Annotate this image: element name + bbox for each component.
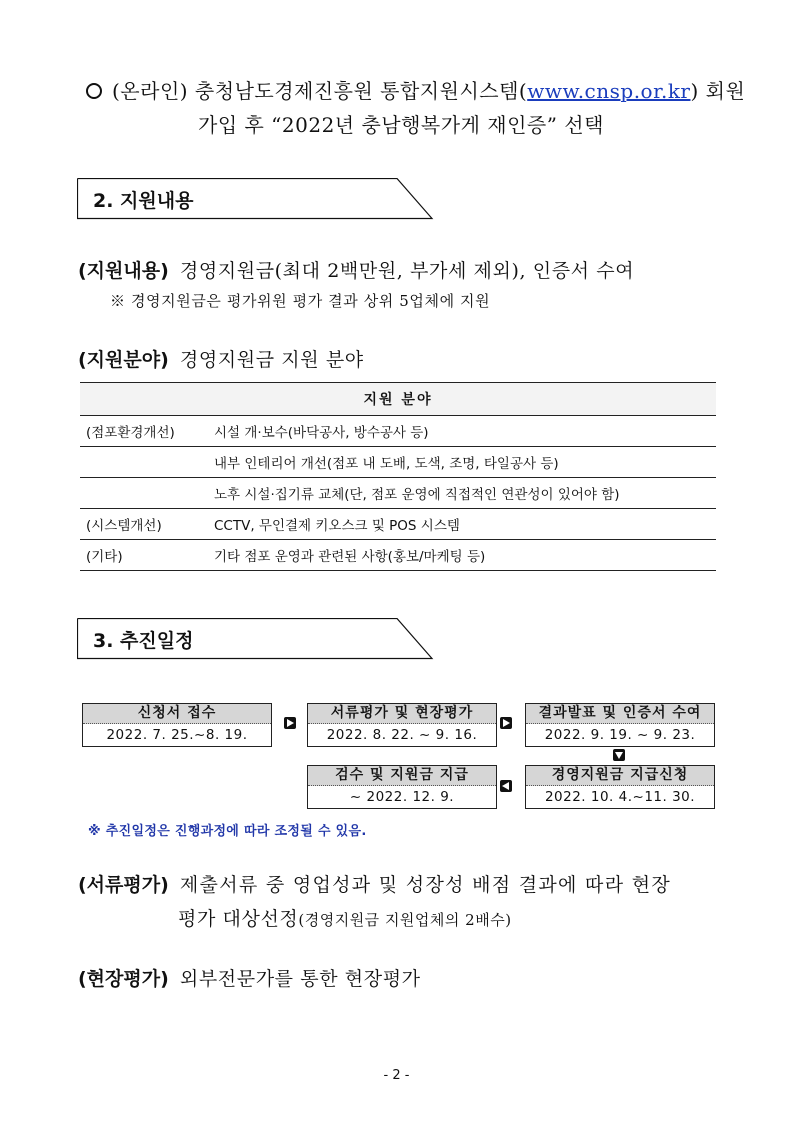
table-cell-item: 내부 인테리어 개선(점포 내 도배, 도색, 조명, 타일공사 등) <box>210 447 716 478</box>
schedule-note: ※ 추진일정은 진행과정에 따라 조정될 수 있음. <box>88 824 367 839</box>
section-header-3 <box>77 618 437 660</box>
site-eval-text: 외부전문가를 통한 현장평가 <box>179 968 421 990</box>
support-label: (지원내용) <box>78 260 169 282</box>
schedule-step-title: 서류평가 및 현장평가 <box>308 704 496 724</box>
document-evaluation-line <box>78 870 671 897</box>
schedule-step-title: 경영지원금 지급신청 <box>526 766 714 786</box>
support-note: ※ 경영지원금은 평가위원 평가 결과 상위 5업체에 지원 <box>110 292 491 310</box>
schedule-step-title: 결과발표 및 인증서 수여 <box>526 704 714 724</box>
site-eval-label: (현장평가) <box>78 968 169 990</box>
table-row <box>80 478 716 509</box>
section-header-2 <box>77 178 437 220</box>
document-eval-note: (경영지원금 지원업체의 2배수) <box>298 911 512 929</box>
section-title-2: 2. 지원내용 <box>93 190 194 212</box>
field-text: 경영지원금 지원 분야 <box>179 349 364 371</box>
table-cell-item: 기타 점포 운영과 관련된 사항(홍보/마케팅 등) <box>210 540 716 571</box>
table-cell-category <box>80 447 210 478</box>
intro-text-post: ) 회원 <box>690 79 746 103</box>
schedule-step-title: 검수 및 지원금 지급 <box>308 766 496 786</box>
support-field-table <box>80 382 716 571</box>
schedule-step-title: 신청서 접수 <box>83 704 271 724</box>
table-row <box>80 509 716 540</box>
schedule-step-date: 2022. 8. 22. ~ 9. 16. <box>326 727 478 743</box>
table-cell-item: 노후 시설·집기류 교체(단, 점포 운영에 직접적인 연관성이 있어야 함) <box>210 478 716 509</box>
arrow-right-icon <box>500 717 512 729</box>
table-row <box>80 447 716 478</box>
document-evaluation-line2 <box>178 904 512 931</box>
document-eval-text: 제출서류 중 영업성과 및 성장성 배점 결과에 따라 현장 <box>179 874 671 896</box>
table-cell-category: (점포환경개선) <box>80 416 210 447</box>
arrow-left-icon <box>500 780 512 792</box>
support-field-line <box>78 345 364 372</box>
schedule-step-3 <box>525 703 715 747</box>
support-text: 경영지원금(최대 2백만원, 부가세 제외), 인증서 수여 <box>179 260 635 282</box>
schedule-step-2 <box>307 703 497 747</box>
table-cell-category: (기타) <box>80 540 210 571</box>
intro-text-pre: (온라인) 충청남도경제진흥원 통합지원시스템( <box>112 79 528 103</box>
arrow-right-icon <box>284 717 296 729</box>
circle-bullet-icon <box>86 83 102 99</box>
schedule-step-date: 2022. 9. 19. ~ 9. 23. <box>544 727 696 743</box>
intro-paragraph <box>86 74 746 142</box>
intro-line2: 가입 후 “2022년 충남행복가게 재인증” 선택 <box>198 113 604 137</box>
table-cell-category <box>80 478 210 509</box>
schedule-step-1 <box>82 703 272 747</box>
document-eval-label: (서류평가) <box>78 874 169 896</box>
support-content-line <box>78 256 634 283</box>
schedule-step-5 <box>307 765 497 809</box>
field-label: (지원분야) <box>78 349 169 371</box>
arrow-down-icon <box>613 749 625 761</box>
table-cell-item: 시설 개·보수(바닥공사, 방수공사 등) <box>210 416 716 447</box>
table-row <box>80 540 716 571</box>
section-title-3: 3. 추진일정 <box>93 630 194 652</box>
table-row <box>80 416 716 447</box>
table-cell-item: CCTV, 무인결제 키오스크 및 POS 시스템 <box>210 509 716 540</box>
page-number: - 2 - <box>383 1068 410 1083</box>
table-header: 지원 분야 <box>80 383 716 416</box>
document-eval-text2: 평가 대상선정 <box>178 908 299 930</box>
schedule-step-date: ~ 2022. 12. 9. <box>349 789 455 805</box>
table-cell-category: (시스템개선) <box>80 509 210 540</box>
schedule-step-date: 2022. 7. 25.~8. 19. <box>106 727 248 743</box>
schedule-step-4 <box>525 765 715 809</box>
site-evaluation-line <box>78 964 421 991</box>
schedule-step-date: 2022. 10. 4.~11. 30. <box>544 789 696 805</box>
cnsp-website-link[interactable]: www.cnsp.or.kr <box>527 79 691 103</box>
